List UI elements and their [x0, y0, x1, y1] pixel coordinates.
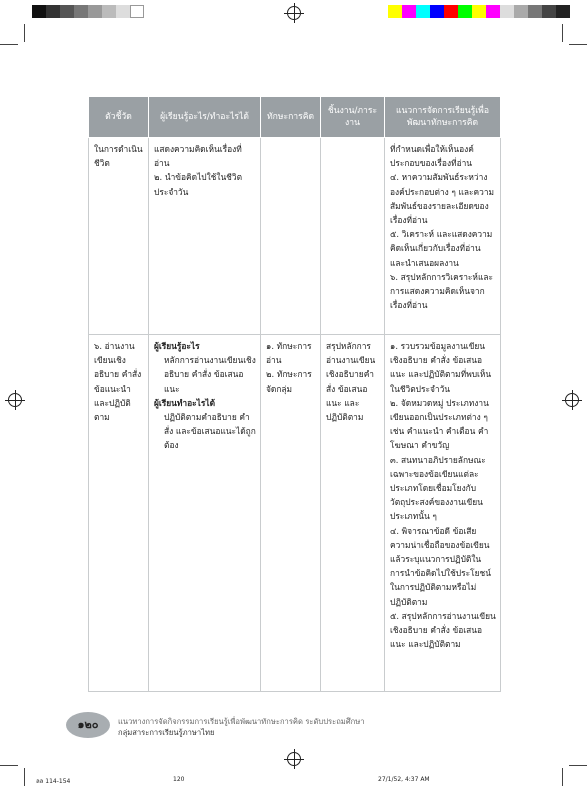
- color-swatch: [486, 5, 500, 18]
- table-header-row: [89, 97, 501, 138]
- color-swatch: [556, 5, 570, 18]
- cell-work: สรุปหลักการอ่านงานเขียนเชิงอธิบายคำสั่ง ข้อเสนอแนะ และปฏิบัติตาม: [321, 335, 385, 692]
- color-swatch: [528, 5, 542, 18]
- registration-mark-bottom: [287, 752, 301, 766]
- cell-work: [321, 138, 385, 335]
- header-work: ชิ้นงาน/ภาระงาน: [321, 97, 385, 138]
- cell-indicator: ในการดำเนินชีวิต: [89, 138, 149, 335]
- crop-mark: [569, 765, 587, 766]
- color-swatch: [416, 5, 430, 18]
- color-swatch: [458, 5, 472, 18]
- cell-indicator: ๖. อ่านงานเขียนเชิงอธิบาย คำสั่ง ข้อแนะนำ และปฏิบัติตาม: [89, 335, 149, 692]
- footer-subject-group: กลุ่มสาระการเรียนรู้ภาษาไทย: [118, 728, 215, 737]
- learn-heading-do: ผู้เรียนทำอะไรได้: [154, 397, 216, 408]
- cell-approach: ๑. รวบรวมข้อมูลงานเขียนเชิงอธิบาย คำสั่ง ข้อเสนอแนะ และปฏิบัติตามที่พบเห็นในชีวิตประจำวัน ๒. จัดหมวดหมู่ ประเภทงานเขียนออกเป็นประเภทต่าง ๆ เช่น คำแนะนำ คำเตือน คำโฆษณา คำขวัญ ๓. สนทนาอภิปรายลักษณะเฉพาะของข้อเขียนแต่ละประเภทโดยเชื่อมโยงกับวัตถุประสงค์ของงานเขียนประเภทนั้น ๆ ๔. พิจารณาข้อดี ข้อเสีย ความน่าเชื่อถือของข้อเขียน แล้วระบุแนวการปฏิบัติในการนำข้อคิดไปใช้ประโยชน์ในการปฏิบัติตามหรือไม่ปฏิบัติตาม ๕. สรุปหลักการอ่านงานเขียนเชิงอธิบาย คำสั่ง ข้อเสนอแนะ และปฏิบัติตาม: [385, 335, 501, 692]
- cell-learn: แสดงความคิดเห็นเรื่องที่อ่าน ๒. นำข้อคิดไปใช้ในชีวิตประจำวัน: [149, 138, 261, 335]
- color-swatch: [514, 5, 528, 18]
- color-swatch: [430, 5, 444, 18]
- learn-text-do: ปฏิบัติตามคำอธิบาย คำสั่ง และข้อเสนอแนะได้ถูกต้อง: [164, 412, 256, 451]
- registration-mark-right: [565, 393, 579, 407]
- color-swatch: [444, 5, 458, 18]
- color-swatch: [388, 5, 402, 18]
- learning-indicators-table: [88, 96, 501, 692]
- learn-text-what: หลักการอ่านงานเขียนเชิงอธิบาย คำสั่ง ข้อเสนอแนะ: [164, 355, 256, 394]
- header-learn: ผู้เรียนรู้อะไร/ทำอะไรได้: [149, 97, 261, 138]
- table-row: [89, 138, 501, 335]
- crop-mark: [0, 44, 18, 45]
- crop-mark: [24, 768, 25, 786]
- crop-mark: [24, 24, 25, 42]
- table-row: [89, 335, 501, 692]
- footer-book-title: แนวทางการจัดกิจกรรมการเรียนรู้เพื่อพัฒนาทักษะการคิด ระดับประถมศึกษา: [118, 717, 365, 726]
- crop-mark: [569, 44, 587, 45]
- header-indicator: ตัวชี้วัด: [89, 97, 149, 138]
- color-swatch: [472, 5, 486, 18]
- slug-file-name: ลล 114-154: [36, 778, 71, 785]
- crop-mark: [562, 24, 563, 42]
- learn-heading-what: ผู้เรียนรู้อะไร: [154, 341, 200, 351]
- cell-thinking-skill: [261, 138, 321, 335]
- slug-timestamp: 27/1/52, 4:37 AM: [378, 776, 430, 783]
- page-number-badge: ๑๒๐: [66, 712, 110, 738]
- crop-mark: [562, 768, 563, 786]
- cell-thinking-skill: ๑. ทักษะการอ่าน ๒. ทักษะการจัดกลุ่ม: [261, 335, 321, 692]
- color-swatch: [542, 5, 556, 18]
- color-swatch: [500, 5, 514, 18]
- slug-page: 120: [173, 776, 185, 783]
- registration-mark-left: [8, 393, 22, 407]
- header-thinking-skill: ทักษะการคิด: [261, 97, 321, 138]
- header-approach: แนวการจัดการเรียนรู้เพื่อพัฒนาทักษะการคิด: [385, 97, 501, 138]
- color-swatch: [402, 5, 416, 18]
- cmyk-color-bar: [388, 5, 570, 18]
- grayscale-bar: [32, 5, 144, 18]
- registration-mark-top: [287, 6, 301, 20]
- cell-learn: [149, 335, 261, 692]
- crop-mark: [0, 765, 18, 766]
- cell-approach: ที่กำหนดเพื่อให้เห็นองค์ประกอบของเรื่องที่อ่าน ๔. หาความสัมพันธ์ระหว่างองค์ประกอบต่าง ๆ และความสัมพันธ์ของรายละเอียดของเรื่องที่อ่าน ๕. วิเคราะห์ และแสดงความคิดเห็นเกี่ยวกับเรื่องที่อ่าน และนำเสนอผลงาน ๖. สรุปหลักการวิเคราะห์และการแสดงความคิดเห็นจากเรื่องที่อ่าน: [385, 138, 501, 335]
